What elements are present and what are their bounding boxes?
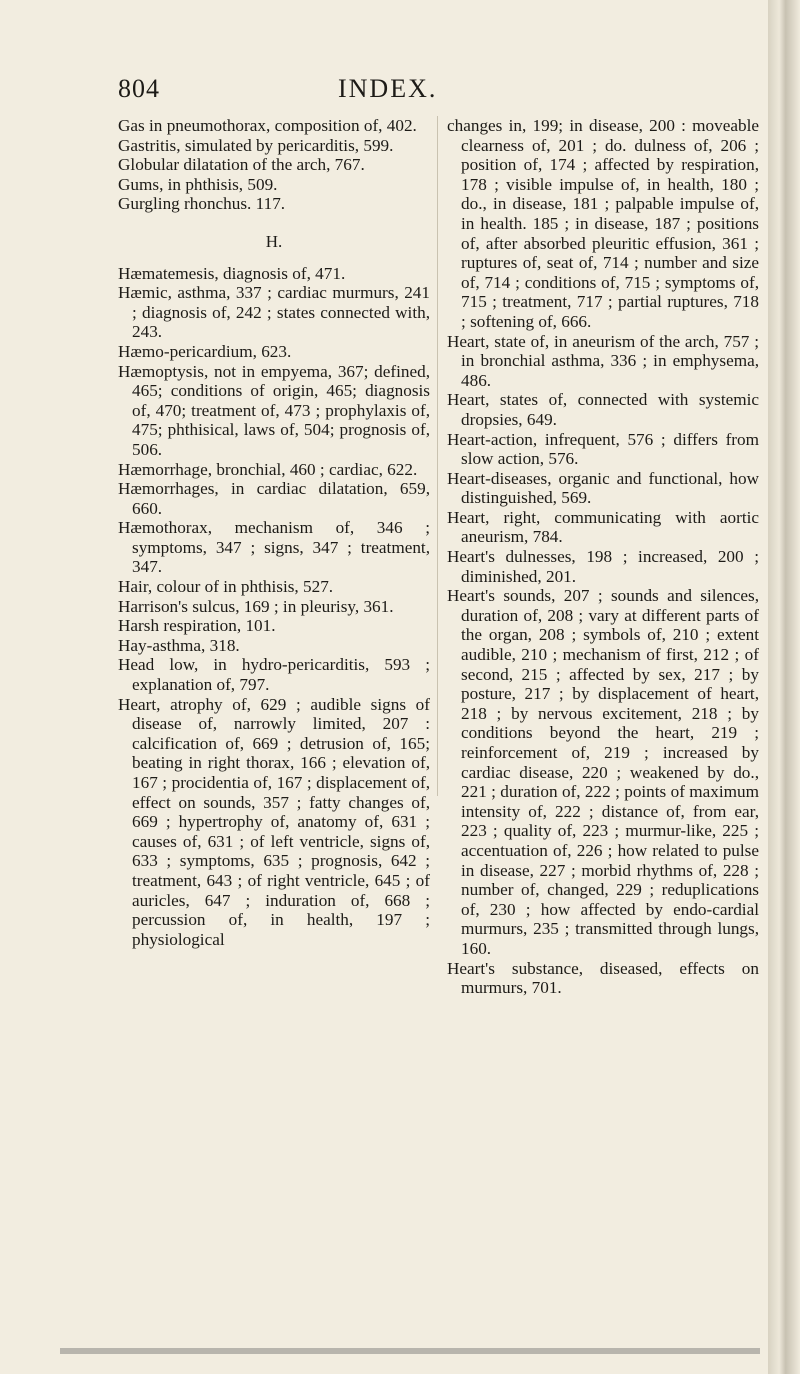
index-entry: Heart, states of, connected with systemic dropsies, 649. <box>447 390 759 429</box>
index-entry: Heart's sounds, 207 ; sounds and silences, duration of, 208 ; vary at different parts of the organ, 208 ; symbols of, 210 ; extent audible, 210 ; mechanism of first, 212 ; of second, 215 ; affected by sex, 217 ; by posture, 217 ; by displacement of heart, 218 ; by nervous excitement, 218 ; by conditions beyond the heart, 219 ; reinforcement of, 219 ; increased by cardiac disease, 220 ; weakened by do., 221 ; duration of, 222 ; points of maximum intensity of, 222 ; distance of, from ear, 223 ; quality of, 223 ; murmur-like, 225 ; accentuation of, 226 ; how related to pulse in disease, 227 ; morbid rhythms of, 228 ; number of, changed, 229 ; reduplications of, 230 ; how affected by endo-cardial murmurs, 235 ; transmitted through lungs, 160. <box>447 586 759 958</box>
page-number: 804 <box>118 74 160 103</box>
index-entry: Hæmorrhages, in cardiac dilatation, 659, 660. <box>118 479 430 518</box>
index-entry: Heart, right, communicating with aortic aneurism, 784. <box>447 507 759 547</box>
index-entry: Hay-asthma, 318. <box>118 635 240 655</box>
index-entry: Harsh respiration, 101. <box>118 616 276 636</box>
scan-bottom-edge <box>60 1348 760 1354</box>
index-entry: Heart-diseases, organic and functional, how distinguished, 569. <box>447 468 759 508</box>
index-entry: Hæmic, asthma, 337 ; cardiac murmurs, 241 ; diagnosis of, 242 ; states connected with, 243. <box>118 283 430 342</box>
index-entry: Harrison's sulcus, 169 ; in pleurisy, 361. <box>118 596 394 616</box>
section-letter-heading: H. <box>265 231 283 251</box>
index-entry: Heart, atrophy of, 629 ; audible signs of disease of, narrowly limited, 207 : calcification of, 669 ; detrusion of, 165; beating in right thorax, 166 ; elevation of, 167 ; procidentia of, 167 ; displacement of, effect on sounds, 357 ; fatty changes of, 669 ; hypertrophy of, anatomy of, 631 ; causes of, 631 ; of left ventricle, signs of, 633 ; symptoms, 635 ; prognosis, 642 ; treatment, 643 ; of right ventricle, 645 ; of auricles, 647 ; induration of, 668 ; percussion of, in health, 197 ; physiological <box>118 694 430 949</box>
index-entry: Hæmothorax, mechanism of, 346 ; symptoms, 347 ; signs, 347 ; treatment, 347. <box>118 518 430 577</box>
page-header <box>118 74 678 104</box>
left-column <box>118 116 430 949</box>
index-entry: Hæmorrhage, bronchial, 460 ; cardiac, 622. <box>118 459 418 479</box>
index-entry: Gastritis, simulated by pericarditis, 599. <box>118 135 394 155</box>
index-entry-continued: changes in, 199; in disease, 200 : moveable clearness of, 201 ; do. dulness of, 206 ; position of, 174 ; affected by respiration, 178 ; visible impulse of, in health, 180 ; do., in disease, 181 ; palpable impulse of, in health. 185 ; in disease, 187 ; positions of, after absorbed pleuritic effusion, 361 ; ruptures of, seat of, 714 ; number and size of, 714 ; conditions of, 715 ; symptoms of, 715 ; treatment, 717 ; partial ruptures, 718 ; softening of, 666. <box>447 116 759 331</box>
index-entry: Heart-action, infrequent, 576 ; differs from slow action, 576. <box>447 429 759 469</box>
index-entry: Gums, in phthisis, 509. <box>118 174 278 194</box>
index-entry: Hæmatemesis, diagnosis of, 471. <box>118 263 346 283</box>
index-entry: Hæmo-pericardium, 623. <box>118 341 292 361</box>
index-entry: Heart, state of, in aneurism of the arch, 757 ; in bronchial asthma, 336 ; in emphysema, 486. <box>447 331 759 390</box>
column-divider <box>437 116 438 796</box>
index-entry: Heart's substance, diseased, effects on murmurs, 701. <box>447 958 759 998</box>
index-entry: Gurgling rhonchus. 117. <box>118 194 286 214</box>
index-entry: Globular dilatation of the arch, 767. <box>118 155 365 175</box>
index-entry: Gas in pneumothorax, composition of, 402. <box>118 116 417 135</box>
right-column <box>447 116 759 998</box>
index-entry: Hæmoptysis, not in empyema, 367; defined, 465; conditions of origin, 465; diagnosis of, 470; treatment of, 473 ; prophylaxis of, 475; phthisical, laws of, 504; prognosis of, 506. <box>118 361 430 459</box>
index-entry: Heart's dulnesses, 198 ; increased, 200 ; diminished, 201. <box>447 547 759 586</box>
page-edge-shadow <box>768 0 800 1374</box>
running-head: INDEX. <box>338 74 438 103</box>
index-entry: Hair, colour of in phthisis, 527. <box>118 577 334 597</box>
index-entry: Head low, in hydro-pericarditis, 593 ; explanation of, 797. <box>118 655 430 695</box>
